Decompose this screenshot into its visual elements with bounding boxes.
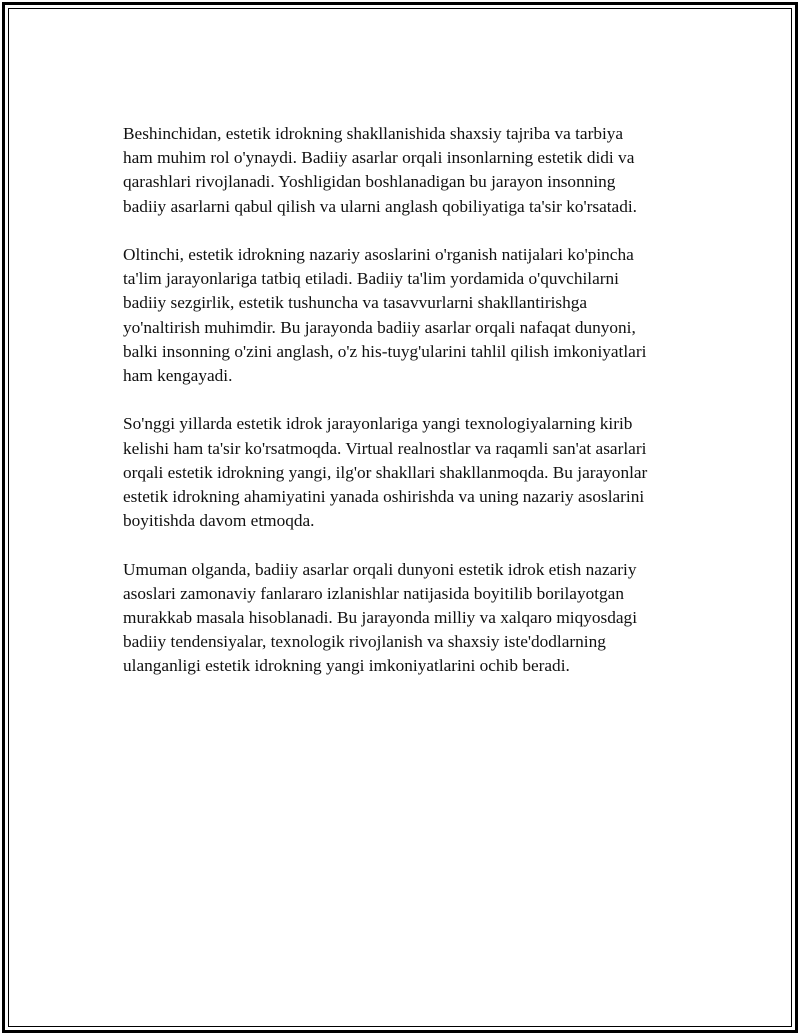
- text-line: orqali estetik idrokning yangi, ilg'or shakllari shakllanmoqda. Bu jarayonlar: [123, 462, 648, 482]
- text-line: Oltinchi, estetik idrokning nazariy asoslarini o'rganish natijalari ko'pincha: [123, 245, 634, 264]
- document-body: [123, 122, 689, 703]
- text-line: badiiy tendensiyalar, texnologik rivojlanish va shaxsiy iste'dodlarning: [123, 632, 606, 652]
- text-line: Beshinchidan, estetik idrokning shakllanishida shaxsiy tajriba va tarbiya: [123, 124, 624, 143]
- text-line: balki insonning o'zini anglash, o'z his-tuyg'ularini tahlil qilish imkoniyatlari: [123, 341, 647, 361]
- text-line: badiiy asarlarni qabul qilish va ularni anglash qobiliyatiga ta'sir ko'rsatadi.: [123, 196, 637, 216]
- paragraph-3: [123, 412, 689, 533]
- text-line: ham muhim rol o'ynaydi. Badiiy asarlar orqali insonlarning estetik didi va: [123, 148, 635, 168]
- text-line: So'nggi yillarda estetik idrok jarayonlariga yangi texnologiyalarning kirib: [123, 414, 633, 434]
- text-line: estetik idrokning ahamiyatini yanada oshirishda va uning nazariy asoslarini: [123, 487, 645, 507]
- paragraph-4: [123, 558, 689, 679]
- text-line: asoslari zamonaviy fanlararo izlanishlar natijasida boyitilib borilayotgan: [123, 583, 624, 603]
- text-line: murakkab masala hisoblanadi. Bu jarayonda milliy va xalqaro miqyosdagi: [123, 608, 637, 628]
- text-line: ham kengayadi.: [123, 366, 233, 386]
- text-line: yo'naltirish muhimdir. Bu jarayonda badiiy asarlar orqali nafaqat dunyoni,: [123, 317, 636, 337]
- page-border: [2, 2, 798, 1033]
- text-line: Umuman olganda, badiiy asarlar orqali dunyoni estetik idrok etish nazariy: [123, 559, 637, 579]
- text-line: ta'lim jarayonlariga tatbiq etiladi. Badiiy ta'lim yordamida o'quvchilarni: [123, 269, 619, 289]
- text-line: boyitishda davom etmoqda.: [123, 511, 315, 531]
- text-line: badiiy sezgirlik, estetik tushuncha va tasavvurlarni shakllantirishga: [123, 293, 588, 313]
- paragraph-1: [123, 122, 689, 219]
- text-line: kelishi ham ta'sir ko'rsatmoqda. Virtual realnostlar va raqamli san'at asarlari: [123, 438, 647, 458]
- paragraph-2: [123, 243, 689, 388]
- text-line: ulanganligi estetik idrokning yangi imkoniyatlarini ochib beradi.: [123, 656, 570, 676]
- text-line: qarashlari rivojlanadi. Yoshligidan boshlanadigan bu jarayon insonning: [123, 172, 616, 192]
